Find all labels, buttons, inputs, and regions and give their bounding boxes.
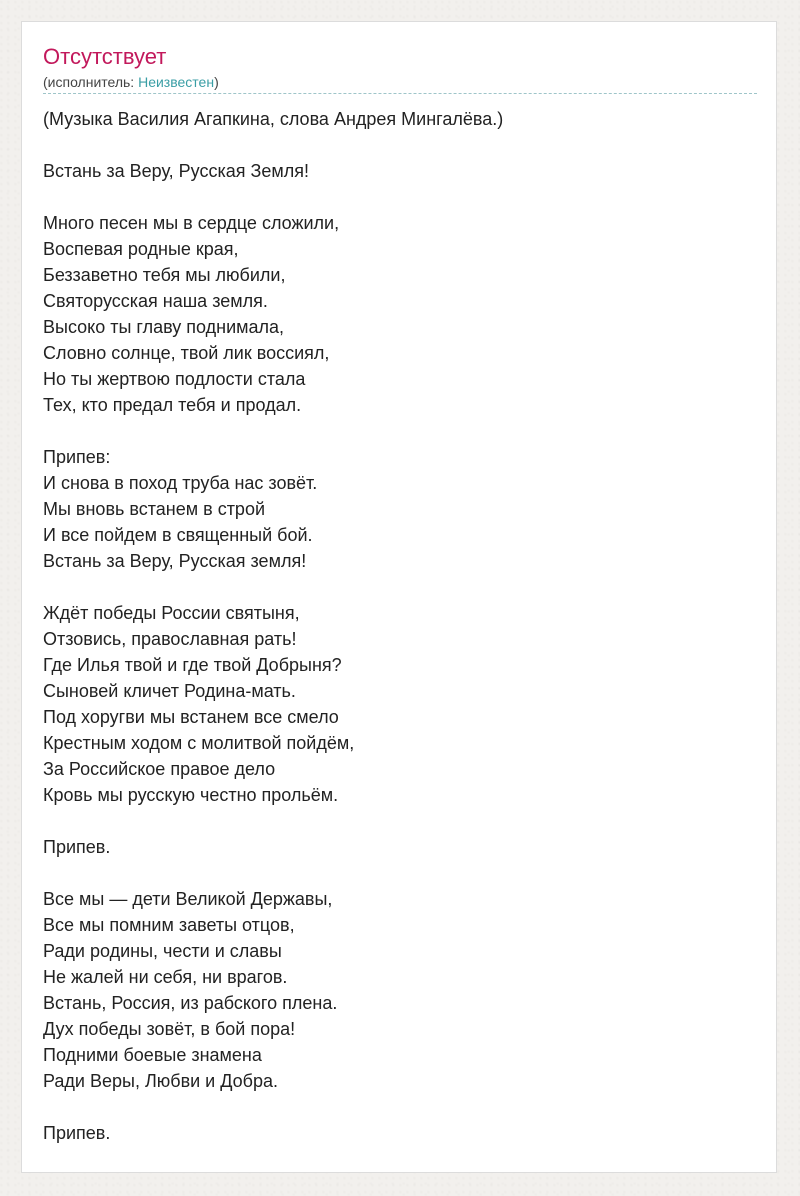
lyric-line: Припев. — [43, 1123, 111, 1143]
stanza-break — [43, 418, 757, 444]
lyric-line: Но ты жертвою подлости стала — [43, 369, 306, 389]
lyric-line: Сыновей кличет Родина-мать. — [43, 681, 296, 701]
lyric-line: Встань за Веру, Русская земля! — [43, 551, 307, 571]
lyric-line: Ради родины, чести и славы — [43, 941, 282, 961]
lyric-line: Словно солнце, твой лик воссиял, — [43, 343, 330, 363]
lyric-line: Все мы — дети Великой Державы, — [43, 889, 333, 909]
lyric-line: Не жалей ни себя, ни врагов. — [43, 967, 288, 987]
lyric-line: Дух победы зовёт, в бой пора! — [43, 1019, 296, 1039]
performer-prefix: (исполнитель: — [43, 74, 139, 90]
lyric-line: (Музыка Василия Агапкина, слова Андрея Мингалёва.) — [43, 109, 504, 129]
lyric-line: Подними боевые знамена — [43, 1045, 262, 1065]
song-title: Отсутствует — [43, 44, 167, 69]
lyric-line: Тех, кто предал тебя и продал. — [43, 395, 302, 415]
lyric-line: Мы вновь встанем в строй — [43, 499, 266, 519]
lyric-line: Беззаветно тебя мы любили, — [43, 265, 286, 285]
lyric-line: Припев. — [43, 837, 111, 857]
stanza-break — [43, 184, 757, 210]
lyric-line: Высоко ты главу поднимала, — [43, 317, 285, 337]
lyric-line: Ждёт победы России святыня, — [43, 603, 300, 623]
stanza-break — [43, 808, 757, 834]
lyric-line: Воспевая родные края, — [43, 239, 239, 259]
lyric-line: Встань, Россия, из рабского плена. — [43, 993, 338, 1013]
lyric-line: И все пойдем в священный бой. — [43, 525, 313, 545]
lyric-line: Ради Веры, Любви и Добра. — [43, 1071, 278, 1091]
lyric-line: Святорусская наша земля. — [43, 291, 268, 311]
stanza-break — [43, 1094, 757, 1120]
stanza-break — [43, 132, 757, 158]
performer-line — [43, 73, 219, 91]
lyric-line: Отзовись, православная рать! — [43, 629, 297, 649]
lyric-line: Кровь мы русскую честно прольём. — [43, 785, 339, 805]
lyric-line: Все мы помним заветы отцов, — [43, 915, 295, 935]
lyrics-text — [43, 106, 757, 1146]
lyric-line: Крестным ходом с молитвой пойдём, — [43, 733, 355, 753]
lyric-line: Встань за Веру, Русская Земля! — [43, 161, 310, 181]
lyric-line: Где Илья твой и где твой Добрыня? — [43, 655, 342, 675]
lyrics-card — [21, 21, 777, 1173]
performer-suffix: ) — [214, 74, 219, 90]
performer-link[interactable]: Неизвестен — [138, 74, 215, 90]
lyric-line: Много песен мы в сердце сложили, — [43, 213, 340, 233]
lyric-line: Припев: — [43, 447, 111, 467]
lyric-line: И снова в поход труба нас зовёт. — [43, 473, 318, 493]
stanza-break — [43, 574, 757, 600]
title-divider — [43, 93, 757, 94]
lyric-line: Под хоругви мы встанем все смело — [43, 707, 339, 727]
lyric-line: За Российское правое дело — [43, 759, 276, 779]
stanza-break — [43, 860, 757, 886]
